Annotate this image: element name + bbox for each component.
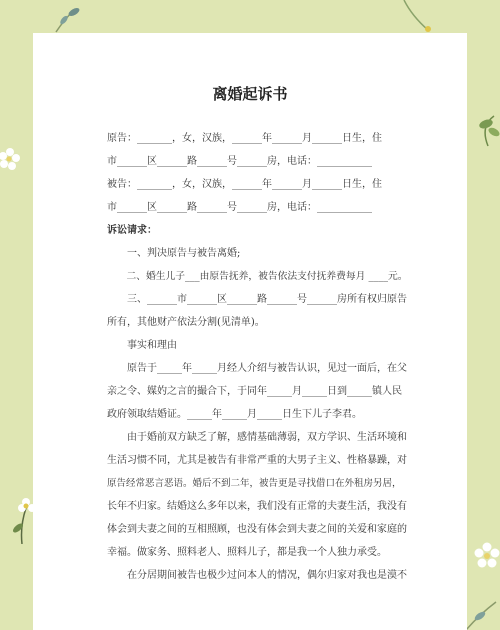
facts-line-1: 原告于_____年_____月经人介绍与被告认识，见过一面后，在父: [107, 363, 407, 374]
reason-line-6: 幸福。做家务、照料老人、照料儿子，都是我一个人独力承受。: [107, 547, 387, 558]
plaintiff-line-1: 原告：_______，女，汉族，______年______月______日生，住: [107, 133, 382, 144]
sprig-icon: [462, 596, 500, 630]
document-page: [33, 33, 467, 630]
facts-heading: 事实和理由: [107, 340, 177, 351]
sprig-icon: [52, 6, 82, 34]
flower-icon: [0, 146, 24, 174]
plaintiff-line-2: 市______区______路______号______房，电话：___________: [107, 156, 372, 167]
flower-icon: [474, 542, 500, 570]
claim-2: 二、婚生儿子___由原告抚养，被告依法支付抚养费每月 ____元。: [107, 271, 408, 282]
vine-icon: [398, 0, 438, 34]
defendant-line-1: 被告：_______，女，汉族，______年______月______日生，住: [107, 179, 382, 190]
facts-line-3: 政府领取结婚证。_____年_____月_____日生下儿子李君。: [107, 409, 362, 420]
defendant-line-2: 市______区______路______号______房，电话：___________: [107, 202, 372, 213]
claims-heading: 诉讼请求：: [107, 225, 157, 236]
reason-line-4: 长年不归家。结婚这么多年以来，我们没有正常的夫妻生活，我没有: [107, 501, 407, 512]
separation-line-1: 在分居期间被告也极少过问本人的情况，偶尔归家对我也是漠不: [107, 570, 407, 581]
document-body: [107, 127, 407, 587]
claim-3-line-2: 所有，其他财产依法分割(见清单)。: [107, 317, 265, 328]
facts-line-2: 亲之令、媒妁之言的撮合下，于同年_____月_____日到_____镇人民: [107, 386, 402, 397]
reason-line-5: 体会到夫妻之间的互相照顾，也没有体会到夫妻之间的关爱和家庭的: [107, 524, 407, 535]
leaf-icon: [474, 114, 500, 148]
claim-1: 一、判决原告与被告离婚;: [107, 248, 241, 259]
reason-line-3: 原告经常恶言恶语。婚后不到二年，被告更是寻找借口在外租房另居，: [107, 478, 402, 489]
claim-3-line-1: 三、______市______区______路______号______房所有权归原告: [107, 294, 407, 305]
document-title: 离婚起诉书: [212, 85, 288, 103]
reason-line-1: 由于婚前双方缺乏了解，感情基础薄弱，双方学识、生活环境和: [107, 432, 407, 443]
reason-line-2: 生活习惯不同，尤其是被告有非常严重的大男子主义、性格暴躁，对: [107, 455, 407, 466]
